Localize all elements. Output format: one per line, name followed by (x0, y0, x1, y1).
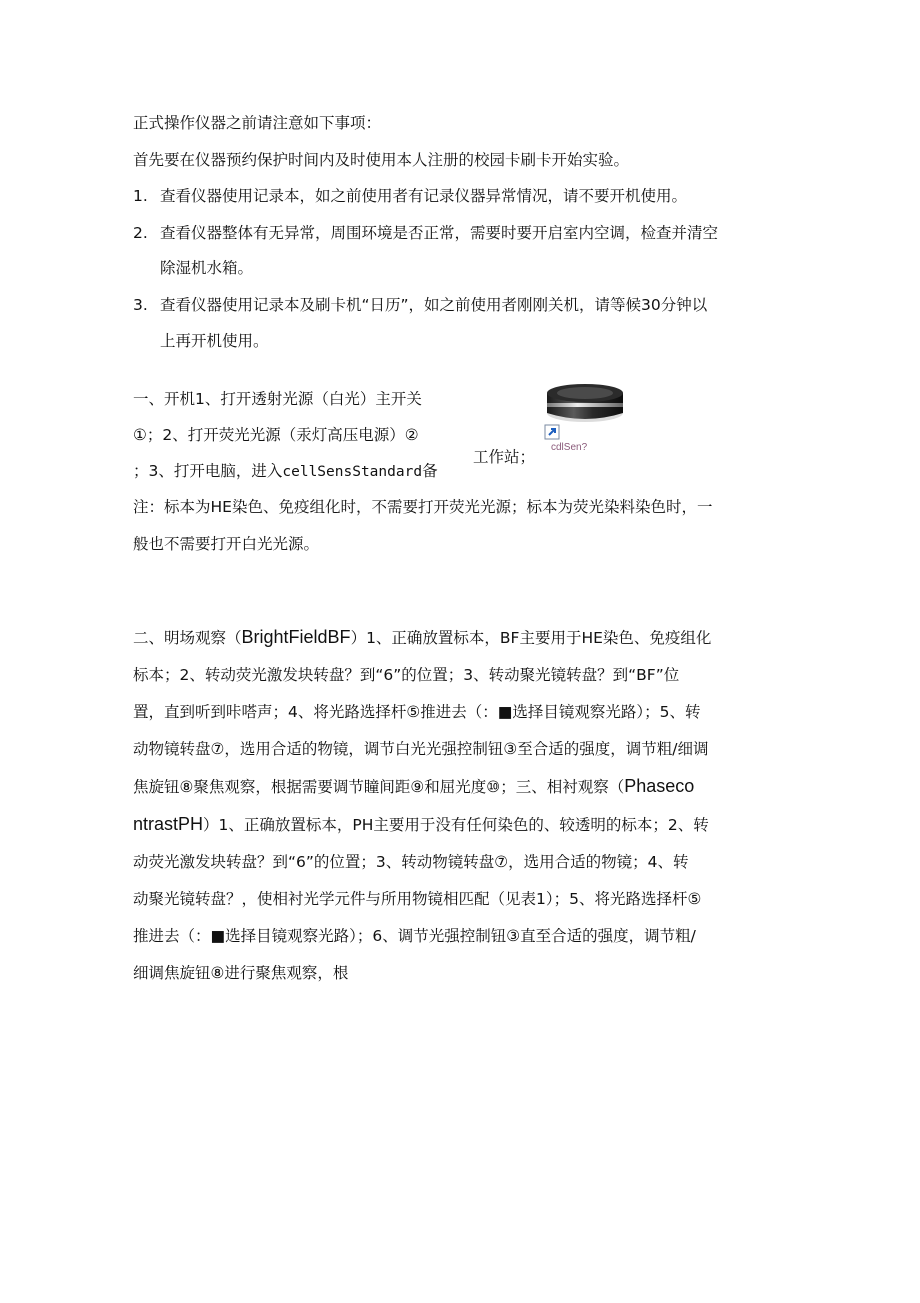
notice-2-text: 查看仪器整体有无异常，周围环境是否正常，需要时要开启室内空调，检查并清空 (160, 224, 719, 242)
section1-line1: 一、开机1、打开透射光源（白光）主开关 (133, 390, 422, 408)
notice-3-text: 查看仪器使用记录本及刷卡机“日历”，如之前使用者刚刚关机，请等候30分钟以 (160, 296, 708, 314)
section2-row: 二、明场观察（BrightFieldBF）1、正确放置标本，BF主要用于HE染色、免疫组化 (133, 627, 712, 647)
section2-row: 焦旋钮⑧聚焦观察，根据需要调节瞳间距⑨和屈光度⑩；三、相衬观察（Phaseco (133, 776, 695, 796)
section2-paragraph (133, 619, 783, 992)
notice-3-text-cont: 上再开机使用。 (160, 332, 269, 350)
section2-row: 动荧光激发块转盘？到“6”的位置；3、转动物镜转盘⑦，选用合适的物镜；4、转 (133, 853, 689, 871)
section2-row: 细调焦旋钮⑧进行聚焦观察，根 (133, 964, 349, 982)
section2-row: ntrastPH）1、正确放置标本，PH主要用于没有任何染色的、较透明的标本；2、转 (133, 814, 709, 834)
notice-number: 2. (133, 224, 148, 242)
section2-row: 标本；2、转动荧光激发块转盘？到“6”的位置；3、转动聚光镜转盘？到“BF”位 (133, 666, 680, 684)
section2-row: 动物镜转盘⑦，选用合适的物镜，调节白光光强控制钮③至合适的强度，调节粗/细调 (133, 740, 709, 758)
workstation-label: 工作站； (473, 448, 536, 466)
section1-note-line1: 注：标本为HE染色、免疫组化时，不需要打开荧光光源；标本为荧光染料染色时，一 (133, 498, 713, 516)
app-icon-label: cdlSen? (551, 442, 588, 453)
section1-note-line2: 般也不需要打开白光光源。 (133, 535, 320, 553)
section1-line2: ①；2、打开荧光光源（汞灯高压电源）② (133, 426, 419, 444)
notice-1-text: 查看仪器使用记录本，如之前使用者有记录仪器异常情况，请不要开机使用。 (160, 187, 688, 205)
section2-row: 推进去（：■选择目镜观察光路）；6、调节光强控制钮③直至合适的强度，调节粗/ (133, 927, 696, 945)
intro-heading: 正式操作仪器之前请注意如下事项： (133, 114, 382, 132)
section1-line3: ；3、打开电脑，进入cellSensStandard备 (133, 462, 438, 480)
notice-number: 3. (133, 296, 148, 314)
notice-2-text-cont: 除湿机水箱。 (160, 259, 254, 277)
intro-first-line: 首先要在仪器预约保护时间内及时使用本人注册的校园卡刷卡开始实验。 (133, 151, 630, 169)
section2-row: 动聚光镜转盘？，使相衬光学元件与所用物镜相匹配（见表1）；5、将光路选择杆⑤ (133, 890, 702, 908)
section2-row: 置，直到听到咔嗒声；4、将光路选择杆⑤推进去（：■选择目镜观察光路）；5、转 (133, 703, 701, 721)
notice-number: 1. (133, 187, 148, 205)
